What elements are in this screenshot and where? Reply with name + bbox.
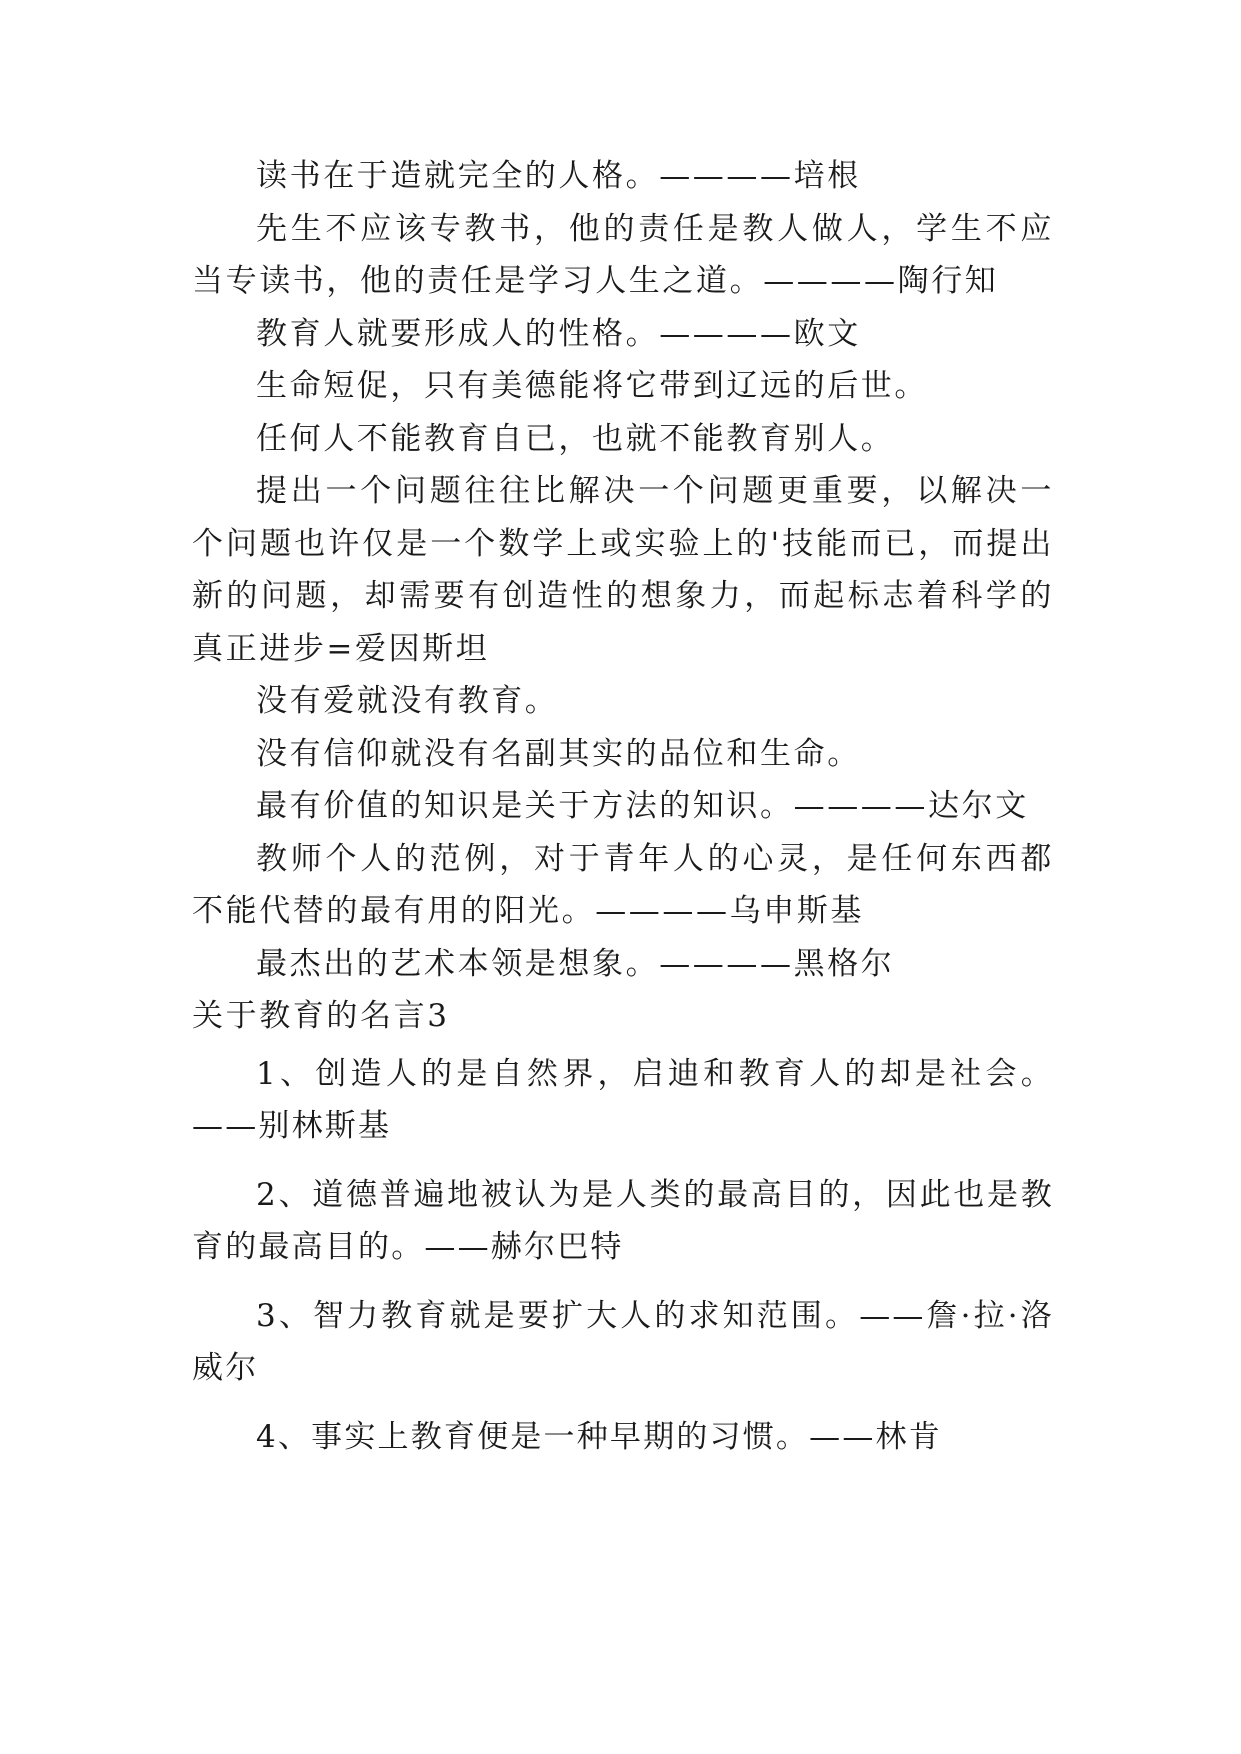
- quote-paragraph: 读书在于造就完全的人格。————培根: [256, 158, 861, 194]
- document-page: [192, 150, 1054, 1463]
- quote-paragraph: 提出一个问题往往比解决一个问题更重要，以解决一个问题也许仅是一个数学上或实验上的'技能而已，而提出新的问题，却需要有创造性的想象力，而起标志着科学的真正进步=爱因斯坦: [192, 473, 1054, 667]
- quote-paragraph: 没有爱就没有教育。: [256, 683, 559, 719]
- numbered-quote: 2、道德普遍地被认为是人类的最高目的，因此也是教育的最高目的。——赫尔巴特: [192, 1176, 1054, 1265]
- quote-paragraph: 生命短促，只有美德能将它带到辽远的后世。: [256, 368, 928, 404]
- numbered-quote: 3、智力教育就是要扩大人的求知范围。——詹·拉·洛威尔: [192, 1297, 1054, 1386]
- numbered-quote: 1、创造人的是自然界，启迪和教育人的却是社会。——别林斯基: [192, 1055, 1054, 1144]
- numbered-quote: 4、事实上教育便是一种早期的习惯。——林肯: [256, 1418, 942, 1455]
- quote-paragraph: 教育人就要形成人的性格。————欧文: [256, 315, 861, 352]
- section-title: 关于教育的名言3: [192, 998, 450, 1034]
- quote-paragraph: 任何人不能教育自已，也就不能教育别人。: [256, 420, 895, 457]
- quote-paragraph: 没有信仰就没有名副其实的品位和生命。: [256, 735, 861, 772]
- quote-paragraph: 先生不应该专教书，他的责任是教人做人，学生不应当专读书，他的责任是学习人生之道。————陶行知: [192, 210, 1054, 299]
- quote-paragraph: 教师个人的范例，对于青年人的心灵，是任何东西都不能代替的最有用的阳光。————乌申斯基: [192, 840, 1054, 929]
- quote-paragraph: 最有价值的知识是关于方法的知识。————达尔文: [256, 788, 1029, 824]
- quote-paragraph: 最杰出的艺术本领是想象。————黑格尔: [256, 945, 895, 982]
